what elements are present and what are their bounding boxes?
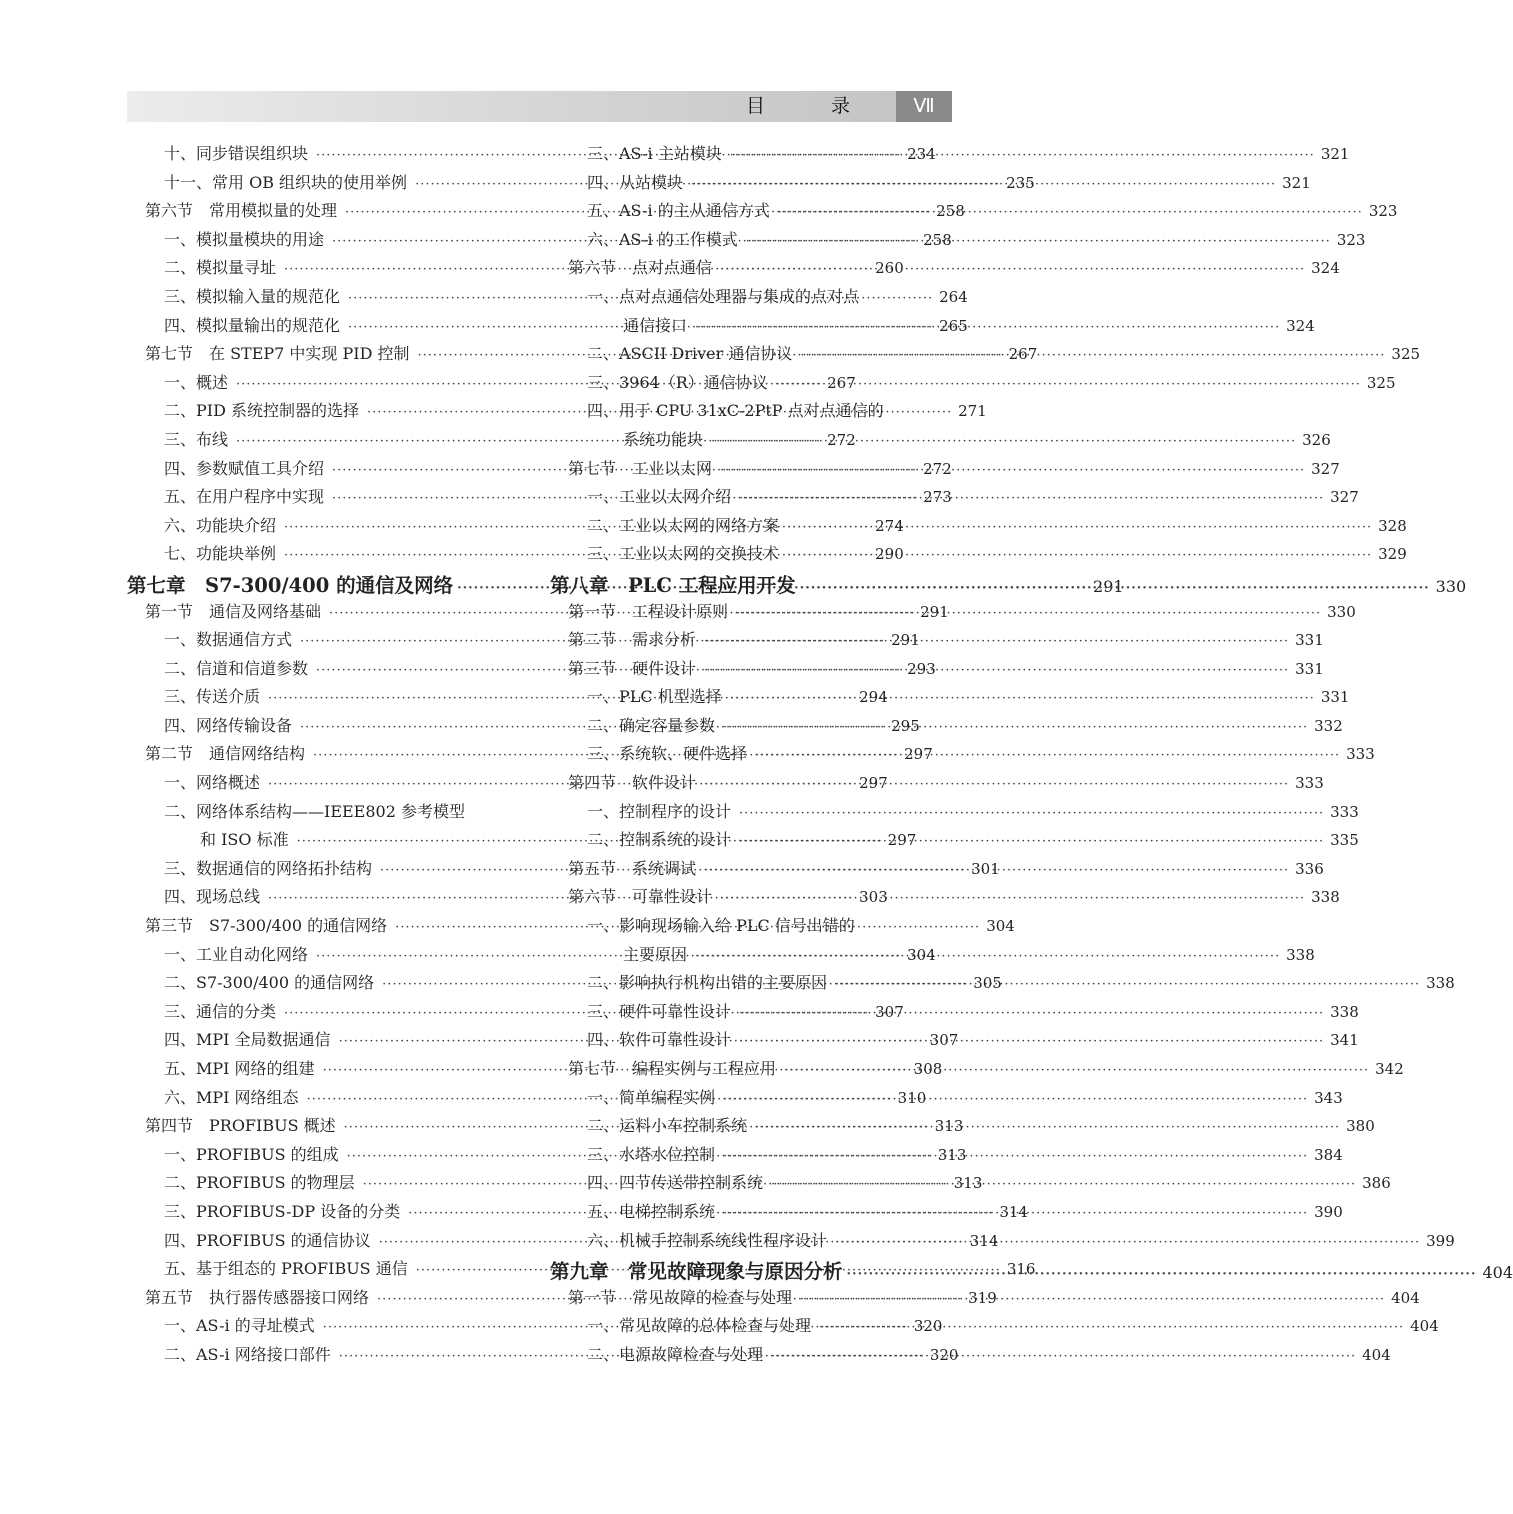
toc-entry-page-number: 235 <box>1006 173 1035 192</box>
toc-entry-page-number: 310 <box>897 1088 927 1107</box>
toc-entry-page-number: 313 <box>934 1117 964 1136</box>
toc-entry-title: 一、数据通信方式 <box>164 630 293 650</box>
toc-item-entry <box>550 827 1359 856</box>
dot-leader <box>695 949 1280 964</box>
toc-entry-title: 一、工业以太网介绍 <box>587 487 732 507</box>
toc-section-entry <box>550 255 1340 284</box>
dot-leader <box>723 1149 1308 1164</box>
toc-entry-page-number: 404 <box>1362 1345 1391 1364</box>
toc-entry-page-number: 305 <box>973 974 1002 993</box>
toc-entry-title: 一、模拟量模块的用途 <box>164 229 325 249</box>
dot-leader <box>771 1349 1356 1364</box>
toc-entry-title: 系统功能块 <box>623 429 704 449</box>
dot-leader <box>835 977 1420 992</box>
dot-leader <box>800 581 1430 596</box>
toc-entry-title: 二、AS-i 网络接口部件 <box>164 1344 331 1364</box>
toc-item-entry <box>550 1313 1439 1342</box>
toc-item-entry <box>550 799 1359 828</box>
dot-leader <box>739 834 1324 849</box>
toc-entry-title: 一、PROFIBUS 的组成 <box>164 1144 339 1164</box>
toc-entry-page-number: 304 <box>986 917 1015 936</box>
toc-entry-page-number: 404 <box>1410 1317 1439 1336</box>
dot-leader <box>723 720 1308 735</box>
toc-entry-page-number: 274 <box>875 516 904 535</box>
dot-leader <box>800 348 1385 363</box>
toc-entry-title: 五、AS-i 的主从通信方式 <box>587 201 770 221</box>
toc-entry-title: 三、3964（R）通信协议 <box>587 372 768 392</box>
toc-entry-title: 四、网络传输设备 <box>164 715 293 735</box>
toc-entry-title: 第六节 可靠性设计 <box>568 887 713 907</box>
dot-leader <box>720 262 1305 277</box>
dot-leader <box>787 548 1372 563</box>
toc-entry-page-number: 326 <box>1302 430 1331 449</box>
toc-entry-page-number: 304 <box>907 945 936 964</box>
toc-entry-title: 四、用于 CPU 31xC-2PtP 点对点通信的 <box>587 401 884 421</box>
toc-entry-page-number: 291 <box>1093 576 1124 596</box>
toc-entry-page-number: 331 <box>1320 688 1350 707</box>
toc-item-entry <box>550 1342 1391 1371</box>
toc-entry-page-number: 327 <box>1311 459 1340 478</box>
toc-entry-page-number: 320 <box>913 1317 943 1336</box>
toc-entry-title: 五、在用户程序中实现 <box>164 487 325 507</box>
dot-leader <box>819 1320 1404 1335</box>
dot-leader <box>711 434 1296 449</box>
dot-leader <box>739 1034 1324 1049</box>
toc-entry-page-number: 260 <box>875 259 904 278</box>
dot-leader <box>723 1092 1308 1107</box>
toc-entry-title: 第一节 工程设计原则 <box>568 601 729 621</box>
toc-item-entry <box>550 398 952 427</box>
toc-entry-title: 十一、常用 OB 组织块的使用举例 <box>164 172 408 192</box>
toc-entry-title: 六、MPI 网络组态 <box>164 1087 299 1107</box>
toc-entry-title: 三、硬件可靠性设计 <box>587 1001 732 1021</box>
toc-entry-title: 第七节 编程实例与工程应用 <box>568 1059 777 1078</box>
toc-entry-page-number: 324 <box>1286 316 1315 335</box>
dot-leader <box>787 520 1372 535</box>
toc-entry-page-number: 338 <box>1286 945 1315 964</box>
toc-entry-title: 一、影响现场输入给 PLC 信号出错的 <box>587 916 855 936</box>
toc-entry-title: 第五节 系统调试 <box>568 858 697 878</box>
toc-entry-page-number: 329 <box>1378 545 1407 564</box>
toc-entry-page-number: 380 <box>1346 1117 1375 1136</box>
toc-entry-page-number: 333 <box>1346 745 1375 764</box>
toc-entry-page-number: 295 <box>891 716 920 735</box>
toc-entry-page-number: 325 <box>1366 373 1396 392</box>
toc-item-entry <box>550 141 1350 170</box>
toc-entry-page-number: 404 <box>1391 1288 1420 1307</box>
toc-entry-title: 第九章 常见故障现象与原因分析 <box>550 1260 843 1284</box>
toc-entry-title: 六、功能块介绍 <box>164 515 277 535</box>
page-header-bar <box>127 91 952 122</box>
toc-entry-title: 四、软件可靠性设计 <box>587 1030 732 1050</box>
toc-entry-page-number: 390 <box>1314 1202 1343 1221</box>
dot-leader <box>778 205 1363 220</box>
toc-item-entry <box>550 284 952 313</box>
toc-entry-title: 第七节 工业以太网 <box>568 458 713 478</box>
toc-entry-page-number: 272 <box>827 430 856 449</box>
toc-entry-page-number: 325 <box>1391 345 1421 364</box>
toc-entry-page-number: 316 <box>1006 1260 1036 1279</box>
toc-entry-page-number: 336 <box>1295 859 1324 878</box>
toc-entry-title: 五、MPI 网络的组建 <box>164 1059 315 1078</box>
toc-entry-page-number: 264 <box>939 287 968 306</box>
toc-entry-page-number: 258 <box>923 230 952 249</box>
toc-entry-page-number: 335 <box>1330 831 1359 850</box>
toc-entry-page-number: 324 <box>1311 259 1340 278</box>
toc-entry-page-number: 321 <box>1282 173 1311 192</box>
toc-entry-page-number: 320 <box>929 1345 959 1364</box>
toc-entry-title: 十、同步错误组织块 <box>164 144 309 163</box>
toc-item-entry <box>550 513 1407 542</box>
toc-entry-title: 三、通信的分类 <box>164 1001 277 1021</box>
toc-entry-title: 和 ISO 标准 <box>200 830 289 850</box>
toc-entry-page-number: 332 <box>1314 716 1343 735</box>
toc-entry-title: 三、PROFIBUS-DP 设备的分类 <box>164 1201 401 1221</box>
toc-entry-page-number: 314 <box>999 1202 1028 1221</box>
dot-leader <box>704 634 1289 649</box>
toc-entry-title: 第七章 S7-300/400 的通信及网络 <box>127 573 454 597</box>
toc-entry-title: 三、水塔水位控制 <box>587 1144 716 1164</box>
toc-entry-title: 第一节 通信及网络基础 <box>145 601 322 621</box>
toc-entry-page-number: 330 <box>1435 576 1467 596</box>
toc-entry-title: 三、传送介质 <box>164 687 261 707</box>
toc-entry-title: 二、网络体系结构——IEEE802 参考模型 <box>164 801 465 821</box>
toc-entry-title: 四、MPI 全局数据通信 <box>164 1030 331 1050</box>
toc-entry-title: 第六节 点对点通信 <box>568 258 713 278</box>
toc-item-entry <box>550 198 1398 227</box>
toc-item-entry <box>550 227 1366 256</box>
toc-entry-page-number: 267 <box>1008 345 1038 364</box>
toc-entry-title: 二、PID 系统控制器的选择 <box>164 401 360 421</box>
toc-item-entry <box>550 1027 1359 1056</box>
dot-leader <box>746 234 1331 249</box>
toc-entry-page-number: 271 <box>958 402 987 421</box>
toc-entry-title: 三、工业以太网的交换技术 <box>587 544 780 564</box>
toc-section-entry <box>550 1056 1404 1085</box>
toc-entry-page-number: 333 <box>1295 774 1324 793</box>
toc-entry-title: 二、模拟量寻址 <box>164 258 277 278</box>
toc-item-entry <box>550 484 1359 513</box>
toc-entry-page-number: 338 <box>1311 888 1340 907</box>
dot-leader <box>730 691 1315 706</box>
dot-leader <box>691 177 1276 192</box>
toc-entry-title: 三、系统软、硬件选择 <box>587 744 748 764</box>
toc-entry-title: 第四节 软件设计 <box>568 773 697 793</box>
toc-entry-title: 第八章 PLC 工程应用开发 <box>550 573 796 597</box>
toc-entry-page-number: 328 <box>1378 516 1407 535</box>
toc-entry-title: 一、控制程序的设计 <box>587 801 732 821</box>
toc-entry-page-number: 293 <box>907 659 936 678</box>
toc-item-entry <box>550 913 952 942</box>
dot-leader <box>723 1206 1308 1221</box>
toc-entry-page-number: 331 <box>1295 659 1324 678</box>
toc-entry-title: 一、PLC 机型选择 <box>587 687 722 707</box>
toc-entry-page-number: 399 <box>1426 1231 1455 1250</box>
toc-section-entry <box>550 456 1340 485</box>
dot-leader <box>730 148 1315 163</box>
dot-leader <box>720 891 1305 906</box>
toc-entry-title: 二、ASCII Driver 通信协议 <box>587 344 793 364</box>
toc-entry-page-number: 291 <box>920 602 949 621</box>
toc-entry-title: 七、功能块举例 <box>164 544 277 564</box>
toc-entry-title: 第五节 执行器传感器接口网络 <box>145 1287 370 1307</box>
dot-leader <box>695 320 1280 335</box>
toc-entry-page-number: 297 <box>859 774 888 793</box>
toc-item-entry <box>550 1142 1343 1171</box>
toc-entry-page-number: 267 <box>827 373 856 392</box>
toc-section-entry <box>550 770 1324 799</box>
toc-entry-page-number: 331 <box>1295 631 1324 650</box>
toc-entry-title: 二、控制系统的设计 <box>587 830 732 850</box>
toc-entry-title: 第二节 需求分析 <box>568 630 697 650</box>
toc-item-entry <box>127 799 531 828</box>
toc-item-entry <box>550 713 1343 742</box>
toc-entry-page-number: 386 <box>1362 1174 1391 1193</box>
toc-entry-page-number: 307 <box>875 1002 904 1021</box>
toc-entry-title: 六、机械手控制系统线性程序设计 <box>587 1230 828 1250</box>
toc-entry-title: 二、确定容量参数 <box>587 715 716 735</box>
dot-leader <box>776 377 1361 392</box>
toc-item-entry <box>550 1113 1375 1142</box>
toc-entry-page-number: 234 <box>907 145 936 163</box>
toc-entry-page-number: 338 <box>1426 974 1455 993</box>
toc-entry-title: 主要原因 <box>623 944 688 964</box>
toc-entry-page-number: 404 <box>1482 1263 1513 1283</box>
dot-leader <box>704 663 1289 678</box>
toc-entry-page-number: 297 <box>904 745 933 764</box>
toc-entry-page-number: 319 <box>968 1288 997 1307</box>
toc-entry-title: 四、PROFIBUS 的通信协议 <box>164 1230 371 1250</box>
toc-section-entry <box>550 884 1340 913</box>
dot-leader <box>739 806 1324 821</box>
toc-section-entry <box>550 627 1324 656</box>
toc-entry-page-number: 303 <box>859 888 888 907</box>
toc-item-entry <box>550 1085 1343 1114</box>
toc-entry-page-number: 321 <box>1320 145 1350 163</box>
toc-entry-page-number: 323 <box>1336 230 1366 249</box>
toc-entry-title: 六、AS-i 的工作模式 <box>587 229 738 249</box>
toc-entry-page-number: 297 <box>887 831 917 850</box>
header-page-number: Ⅶ <box>896 91 952 122</box>
toc-item-entry <box>550 370 1396 399</box>
toc-entry-page-number: 341 <box>1330 1031 1359 1050</box>
toc-entry-page-number: 384 <box>1314 1145 1343 1164</box>
toc-item-entry <box>550 541 1407 570</box>
toc-entry-title: 一、工业自动化网络 <box>164 944 309 964</box>
toc-entry-page-number: 327 <box>1330 488 1359 507</box>
toc-item-entry <box>550 999 1359 1028</box>
toc-entry-page-number: 342 <box>1375 1060 1404 1078</box>
dot-leader <box>739 1006 1324 1021</box>
toc-entry-page-number: 330 <box>1327 602 1356 621</box>
toc-entry-title: 四、参数赋值工具介绍 <box>164 458 325 478</box>
toc-entry-page-number: 272 <box>923 459 952 478</box>
toc-entry-page-number: 307 <box>929 1031 959 1050</box>
toc-entry-page-number: 265 <box>939 316 968 335</box>
toc-entry-title: 二、PROFIBUS 的物理层 <box>164 1173 355 1193</box>
toc-item-entry <box>550 942 1315 971</box>
toc-entry-title: 二、电源故障检查与处理 <box>587 1344 764 1364</box>
toc-entry-page-number: 333 <box>1330 802 1359 821</box>
toc-entry-page-number: 313 <box>937 1145 967 1164</box>
toc-entry-page-number: 273 <box>923 488 952 507</box>
toc-entry-title: 一、概述 <box>164 372 229 392</box>
toc-entry-page-number: 291 <box>891 631 920 650</box>
toc-entry-title: 第一节 常见故障的检查与处理 <box>568 1287 793 1307</box>
toc-entry-title: 四、模拟量输出的规范化 <box>164 315 341 335</box>
toc-entry-page-number: 258 <box>936 202 965 221</box>
toc-entry-title: 三、数据通信的网络拓扑结构 <box>164 858 373 878</box>
dot-leader <box>771 1177 1356 1192</box>
toc-entry-page-number: 301 <box>971 859 1000 878</box>
toc-entry-title: 五、基于组态的 PROFIBUS 通信 <box>164 1259 408 1279</box>
toc-entry-title: 一、简单编程实例 <box>587 1087 716 1107</box>
toc-entry-page-number: 338 <box>1330 1002 1359 1021</box>
toc-entry-title: 第四节 PROFIBUS 概述 <box>145 1116 336 1136</box>
dot-leader <box>800 1292 1385 1307</box>
dot-leader <box>720 463 1305 478</box>
toc-entry-title: 二、运料小车控制系统 <box>587 1116 748 1136</box>
toc-entry-title: 第六节 常用模拟量的处理 <box>145 201 338 221</box>
toc-entry-title: 一、点对点通信处理器与集成的点对点 <box>587 286 860 306</box>
toc-entry-title: 二、信道和信道参数 <box>164 658 309 678</box>
dot-leader <box>704 777 1289 792</box>
toc-entry-title: 四、四节传送带控制系统 <box>587 1173 764 1193</box>
toc-entry-page-number: 323 <box>1368 202 1398 221</box>
dot-leader <box>704 863 1289 878</box>
dot-leader <box>784 1063 1369 1078</box>
toc-entry-title: 第三节 硬件设计 <box>568 658 697 678</box>
toc-item-entry <box>550 741 1375 770</box>
toc-entry-page-number: 294 <box>859 688 888 707</box>
toc-entry-title: 三、AS-i 主站模块 <box>587 144 722 163</box>
toc-item-entry <box>550 684 1350 713</box>
toc-entry-page-number: 308 <box>913 1060 943 1078</box>
toc-entry-title: 三、模拟输入量的规范化 <box>164 286 341 306</box>
toc-entry-title: 一、网络概述 <box>164 773 261 793</box>
toc-item-entry <box>550 427 1331 456</box>
dot-leader <box>835 1235 1420 1250</box>
dot-leader <box>755 1120 1340 1135</box>
toc-entry-title: 通信接口 <box>623 315 688 335</box>
dot-leader <box>847 1267 1477 1282</box>
toc-entry-title: 一、AS-i 的寻址模式 <box>164 1316 315 1336</box>
toc-entry-title: 二、S7-300/400 的通信网络 <box>164 973 375 993</box>
toc-entry-title: 二、影响执行机构出错的主要原因 <box>587 973 828 993</box>
toc-entry-title: 第七节 在 STEP7 中实现 PID 控制 <box>145 344 410 364</box>
toc-section-entry <box>550 599 1356 628</box>
toc-entry-title: 二、工业以太网的网络方案 <box>587 515 780 535</box>
toc-entry-title: 四、现场总线 <box>164 887 261 907</box>
dot-leader <box>755 748 1340 763</box>
toc-entry-page-number: 343 <box>1314 1088 1343 1107</box>
toc-entry-title: 第三节 S7-300/400 的通信网络 <box>145 916 388 936</box>
toc-entry-title: 四、从站模块 <box>587 172 684 192</box>
dot-leader <box>739 491 1324 506</box>
header-title: 目 录 <box>745 95 880 117</box>
toc-section-entry <box>550 656 1324 685</box>
toc-entry-page-number: 290 <box>875 545 904 564</box>
toc-entry-title: 三、布线 <box>164 429 229 449</box>
dot-leader <box>736 606 1321 621</box>
toc-entry-page-number: 314 <box>969 1231 999 1250</box>
toc-entry-title: 五、电梯控制系统 <box>587 1201 716 1221</box>
toc-entry-title: 第二节 通信网络结构 <box>145 744 306 764</box>
toc-entry-title: 一、常见故障的总体检查与处理 <box>587 1316 812 1336</box>
toc-entry-page-number: 313 <box>953 1174 983 1193</box>
